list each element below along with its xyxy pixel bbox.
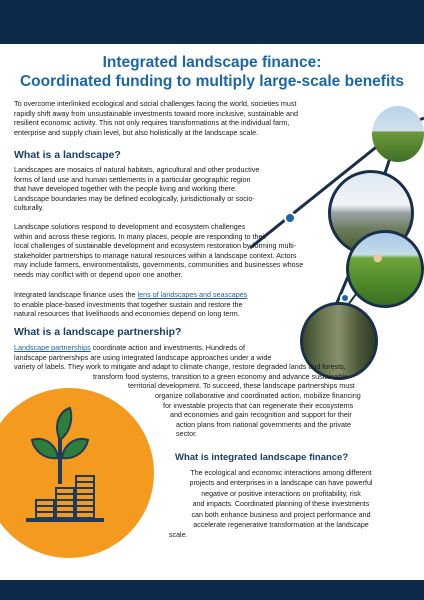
partnership-line xyxy=(14,353,271,363)
text-line: needs may conflict with or depend upon one another. xyxy=(14,269,183,279)
text-line: natural resources that livelihoods and economies depend on long term. xyxy=(14,309,240,319)
page-title xyxy=(0,53,424,91)
text-line: negative or positive interactions on profitability, risk xyxy=(201,489,361,498)
partnership-line xyxy=(93,372,348,382)
text-line: organize collaborative and coordinated action, mobilize financing xyxy=(155,391,361,400)
text-line: can both enhance business and project performance and xyxy=(191,510,371,519)
text-line: landscape partnerships are using integrated landscape approaches under a wide xyxy=(14,352,272,362)
title-line-2: Coordinated funding to multiply large-scale benefits xyxy=(19,73,405,90)
text-line: The ecological and economic interactions among different xyxy=(190,469,372,477)
finance-icon-circle xyxy=(0,388,154,558)
text-line: forms of land use and human settlements in a particular geographic region xyxy=(14,174,251,184)
landscape-photo-3 xyxy=(346,230,424,308)
text-line: stakeholder partnerships to manage natural resources within a landscape context. Actors xyxy=(14,250,297,260)
text-line: Landscape boundaries may be defined ecologically, jurisdictionally or socio- xyxy=(14,193,255,203)
partnership-line xyxy=(128,381,355,391)
text-line: within and across these regions. In many places, people are responding to their xyxy=(14,231,267,241)
title-line-1: Integrated landscape finance: xyxy=(102,54,322,71)
text-line: action plans from national governments and the private xyxy=(176,419,351,429)
text-line: Landscapes are mosaics of natural habitats, agricultural and other productive xyxy=(14,165,260,174)
intro-line: To overcome interlinked ecological and social challenges facing the world, societies must xyxy=(14,99,297,108)
text-line xyxy=(14,343,245,353)
partnership-line xyxy=(155,391,361,401)
text-line: Landscape solutions respond to development and ecosystem challenges xyxy=(14,222,246,231)
section-heading: What is integrated landscape finance? xyxy=(175,452,349,463)
text-line: and impacts. Coordinated planning of these investments xyxy=(192,500,370,509)
top-banner xyxy=(0,0,424,44)
plant-coins-icon xyxy=(0,388,154,558)
intro-line: enterprise and supply chain level, but also holistically at the landscape scale. xyxy=(14,127,259,137)
bottom-banner xyxy=(0,580,424,600)
section-heading: What is a landscape? xyxy=(14,149,121,161)
text-line: territorial development. To succeed, these landscape partnerships must xyxy=(128,381,355,391)
text-line: and economies and gain recognition and support for their xyxy=(170,410,352,420)
partnership-line xyxy=(170,410,352,420)
partnership-line xyxy=(14,362,346,372)
intro-line: rapidly shift away from unsustainable investments toward more inclusive, sustainable and xyxy=(14,108,299,118)
partnership-line xyxy=(176,420,351,430)
text-line: sector. xyxy=(176,429,198,439)
landscape-solutions xyxy=(14,222,303,280)
text-line: variety of labels. They work to mitigate and adapt to climate change, restore degraded lands and forests, xyxy=(14,362,346,372)
integrated-finance-intro xyxy=(14,290,247,319)
text-fragment: coordinate action and investments. Hundreds of xyxy=(90,343,245,352)
text-fragment: Integrated landscape finance uses the xyxy=(14,290,138,299)
lens-of-landscapes-link[interactable]: lens of landscapes and seascapes xyxy=(137,290,248,299)
intro-line: resilient economic activity. This not only requires transformations at the individual farm, xyxy=(14,118,290,128)
partnership-line xyxy=(14,343,245,353)
text-line: culturally. xyxy=(14,203,44,213)
text-line: projects and enterprises in a landscape can have powerful xyxy=(189,479,373,488)
integrated-finance-box xyxy=(155,444,407,562)
text-line xyxy=(14,290,247,300)
text-line: scale. xyxy=(169,531,188,540)
partnership-line xyxy=(163,401,353,411)
text-line: accelerate regenerative transformation at the landscape xyxy=(193,521,369,530)
integrated-finance-text xyxy=(155,468,407,541)
section-heading: What is a landscape partnership? xyxy=(14,326,182,338)
text-line: may include farmers, environmentalists, governments, communities and businesses whose xyxy=(14,260,304,270)
partnership-line xyxy=(176,429,197,439)
text-line: that have developed together with the people living and working there. xyxy=(14,184,237,194)
text-line: to enable place-based investments that together sustain and restore the xyxy=(14,299,243,309)
text-line: local challenges of sustainable development and ecosystem restoration by forming multi- xyxy=(14,241,297,251)
text-line: for investable projects that can regenerate their ecosystems xyxy=(163,400,354,410)
landscape-definition xyxy=(14,165,259,213)
text-line: transform food systems, transition to a green economy and advance sustainable xyxy=(93,371,348,381)
landscape-photo-1 xyxy=(372,106,424,162)
landscape-partnerships-link[interactable]: Landscape partnerships xyxy=(14,343,91,352)
